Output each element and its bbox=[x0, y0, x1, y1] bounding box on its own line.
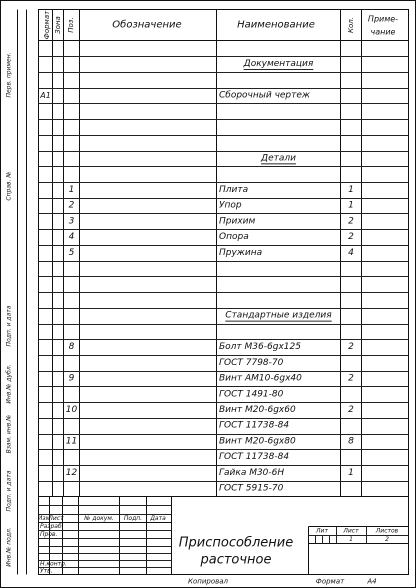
section-heading: Документация bbox=[243, 59, 314, 70]
cell-position: 2 bbox=[68, 200, 75, 211]
side-sign-date-2: Подп. и дата bbox=[5, 470, 13, 512]
cell-name: ГОСТ 5915-70 bbox=[219, 483, 284, 494]
footer-copied: Копировал bbox=[188, 577, 228, 586]
tb-approved-label: Утв. bbox=[40, 567, 53, 575]
cell-position: 8 bbox=[68, 342, 75, 353]
header-quantity: Кол. bbox=[347, 17, 355, 33]
cell-name: Винт АМ10-6gх40 bbox=[219, 373, 302, 384]
tb-developed-label: Разраб. bbox=[40, 523, 64, 530]
header-note-line2: чание bbox=[370, 27, 396, 37]
table-header bbox=[43, 10, 398, 39]
header-zone: Зона bbox=[54, 16, 62, 34]
tb-sign-label: Подп. bbox=[123, 515, 143, 522]
cell-position: 12 bbox=[65, 467, 78, 478]
cell-quantity: 8 bbox=[348, 436, 354, 447]
tb-change-label: Изм bbox=[37, 515, 51, 522]
cell-name: ГОСТ 7798-70 bbox=[219, 357, 284, 368]
section-heading: Стандартные изделия bbox=[225, 310, 332, 321]
cell-position: 3 bbox=[68, 216, 75, 227]
cell-quantity: 4 bbox=[348, 247, 354, 258]
cell-name: Упор bbox=[219, 200, 242, 211]
header-note-line1: Приме- bbox=[367, 14, 399, 24]
tb-title-line1: Приспособление bbox=[178, 535, 294, 551]
side-inv-orig: Инв.№ подл. bbox=[5, 527, 13, 567]
tb-sheets-title: Листов bbox=[375, 527, 399, 535]
tb-sheet-title: Лист bbox=[343, 527, 359, 535]
cell-name: Винт М20-6gх60 bbox=[219, 405, 296, 416]
header-name: Наименование bbox=[237, 19, 315, 31]
side-sign-date-1: Подп. и дата bbox=[5, 305, 13, 347]
cell-name: Винт М20-6gх80 bbox=[219, 436, 296, 447]
cell-quantity: 1 bbox=[348, 467, 354, 478]
footer-format-value: А4 bbox=[367, 577, 377, 586]
cell-name: Пружина bbox=[219, 247, 263, 258]
header-format: Формат bbox=[43, 10, 51, 40]
side-inv-dup: Инв.№ дубл. bbox=[5, 364, 13, 404]
tb-date-label: Дата bbox=[150, 515, 166, 522]
cell-quantity: 1 bbox=[348, 200, 354, 211]
cell-quantity: 2 bbox=[348, 216, 354, 227]
title-block bbox=[38, 497, 409, 575]
cell-name: Сборочный чертеж bbox=[219, 90, 311, 101]
tb-sheet-value: 1 bbox=[349, 536, 353, 543]
cell-quantity: 2 bbox=[348, 373, 354, 384]
cell-position: 5 bbox=[68, 247, 75, 258]
footer-format-label: Формат bbox=[315, 577, 345, 586]
cell-position: 1 bbox=[68, 184, 75, 195]
side-replace-inv: Взам. инв.№ bbox=[5, 414, 13, 454]
cell-position: 9 bbox=[68, 373, 75, 384]
cell-name: ГОСТ 11738-84 bbox=[219, 420, 290, 431]
cell-name: Болт М36-6gх125 bbox=[219, 342, 301, 353]
cell-name: Плита bbox=[219, 184, 249, 195]
header-position: Поз. bbox=[67, 17, 75, 33]
side-ref-no: Справ. № bbox=[5, 171, 13, 201]
cell-name: Гайка М30-6Н bbox=[219, 467, 285, 478]
cell-name: ГОСТ 1491-80 bbox=[219, 389, 284, 400]
cell-position: 10 bbox=[65, 405, 78, 416]
cell-format: А1 bbox=[40, 91, 51, 101]
tb-norm-control-label: Н.контр. bbox=[40, 560, 67, 568]
cell-name: Опора bbox=[219, 232, 249, 243]
cell-quantity: 1 bbox=[348, 184, 354, 195]
tb-sheet-label: Лист bbox=[48, 515, 64, 522]
cell-position: 4 bbox=[68, 232, 75, 243]
tb-doc-no-label: № докум. bbox=[84, 515, 114, 522]
cell-name: ГОСТ 11738-84 bbox=[219, 452, 290, 463]
sheet-footer bbox=[188, 578, 377, 586]
cell-position: 11 bbox=[65, 436, 78, 447]
cell-name: Прихим bbox=[219, 216, 256, 227]
section-heading: Детали bbox=[261, 153, 296, 164]
cell-quantity: 2 bbox=[348, 405, 354, 416]
cell-quantity: 2 bbox=[348, 232, 354, 243]
tb-title-line2: расточное bbox=[200, 552, 272, 568]
cell-quantity: 2 bbox=[348, 342, 354, 353]
side-first-use: Перв. примен. bbox=[5, 52, 13, 98]
side-strip bbox=[6, 52, 13, 566]
tb-sheets-value: 2 bbox=[385, 536, 389, 543]
header-designation: Обозначение bbox=[112, 19, 182, 31]
tb-checked-label: Пров. bbox=[40, 531, 58, 538]
tb-lit-label: Лит bbox=[316, 527, 328, 535]
